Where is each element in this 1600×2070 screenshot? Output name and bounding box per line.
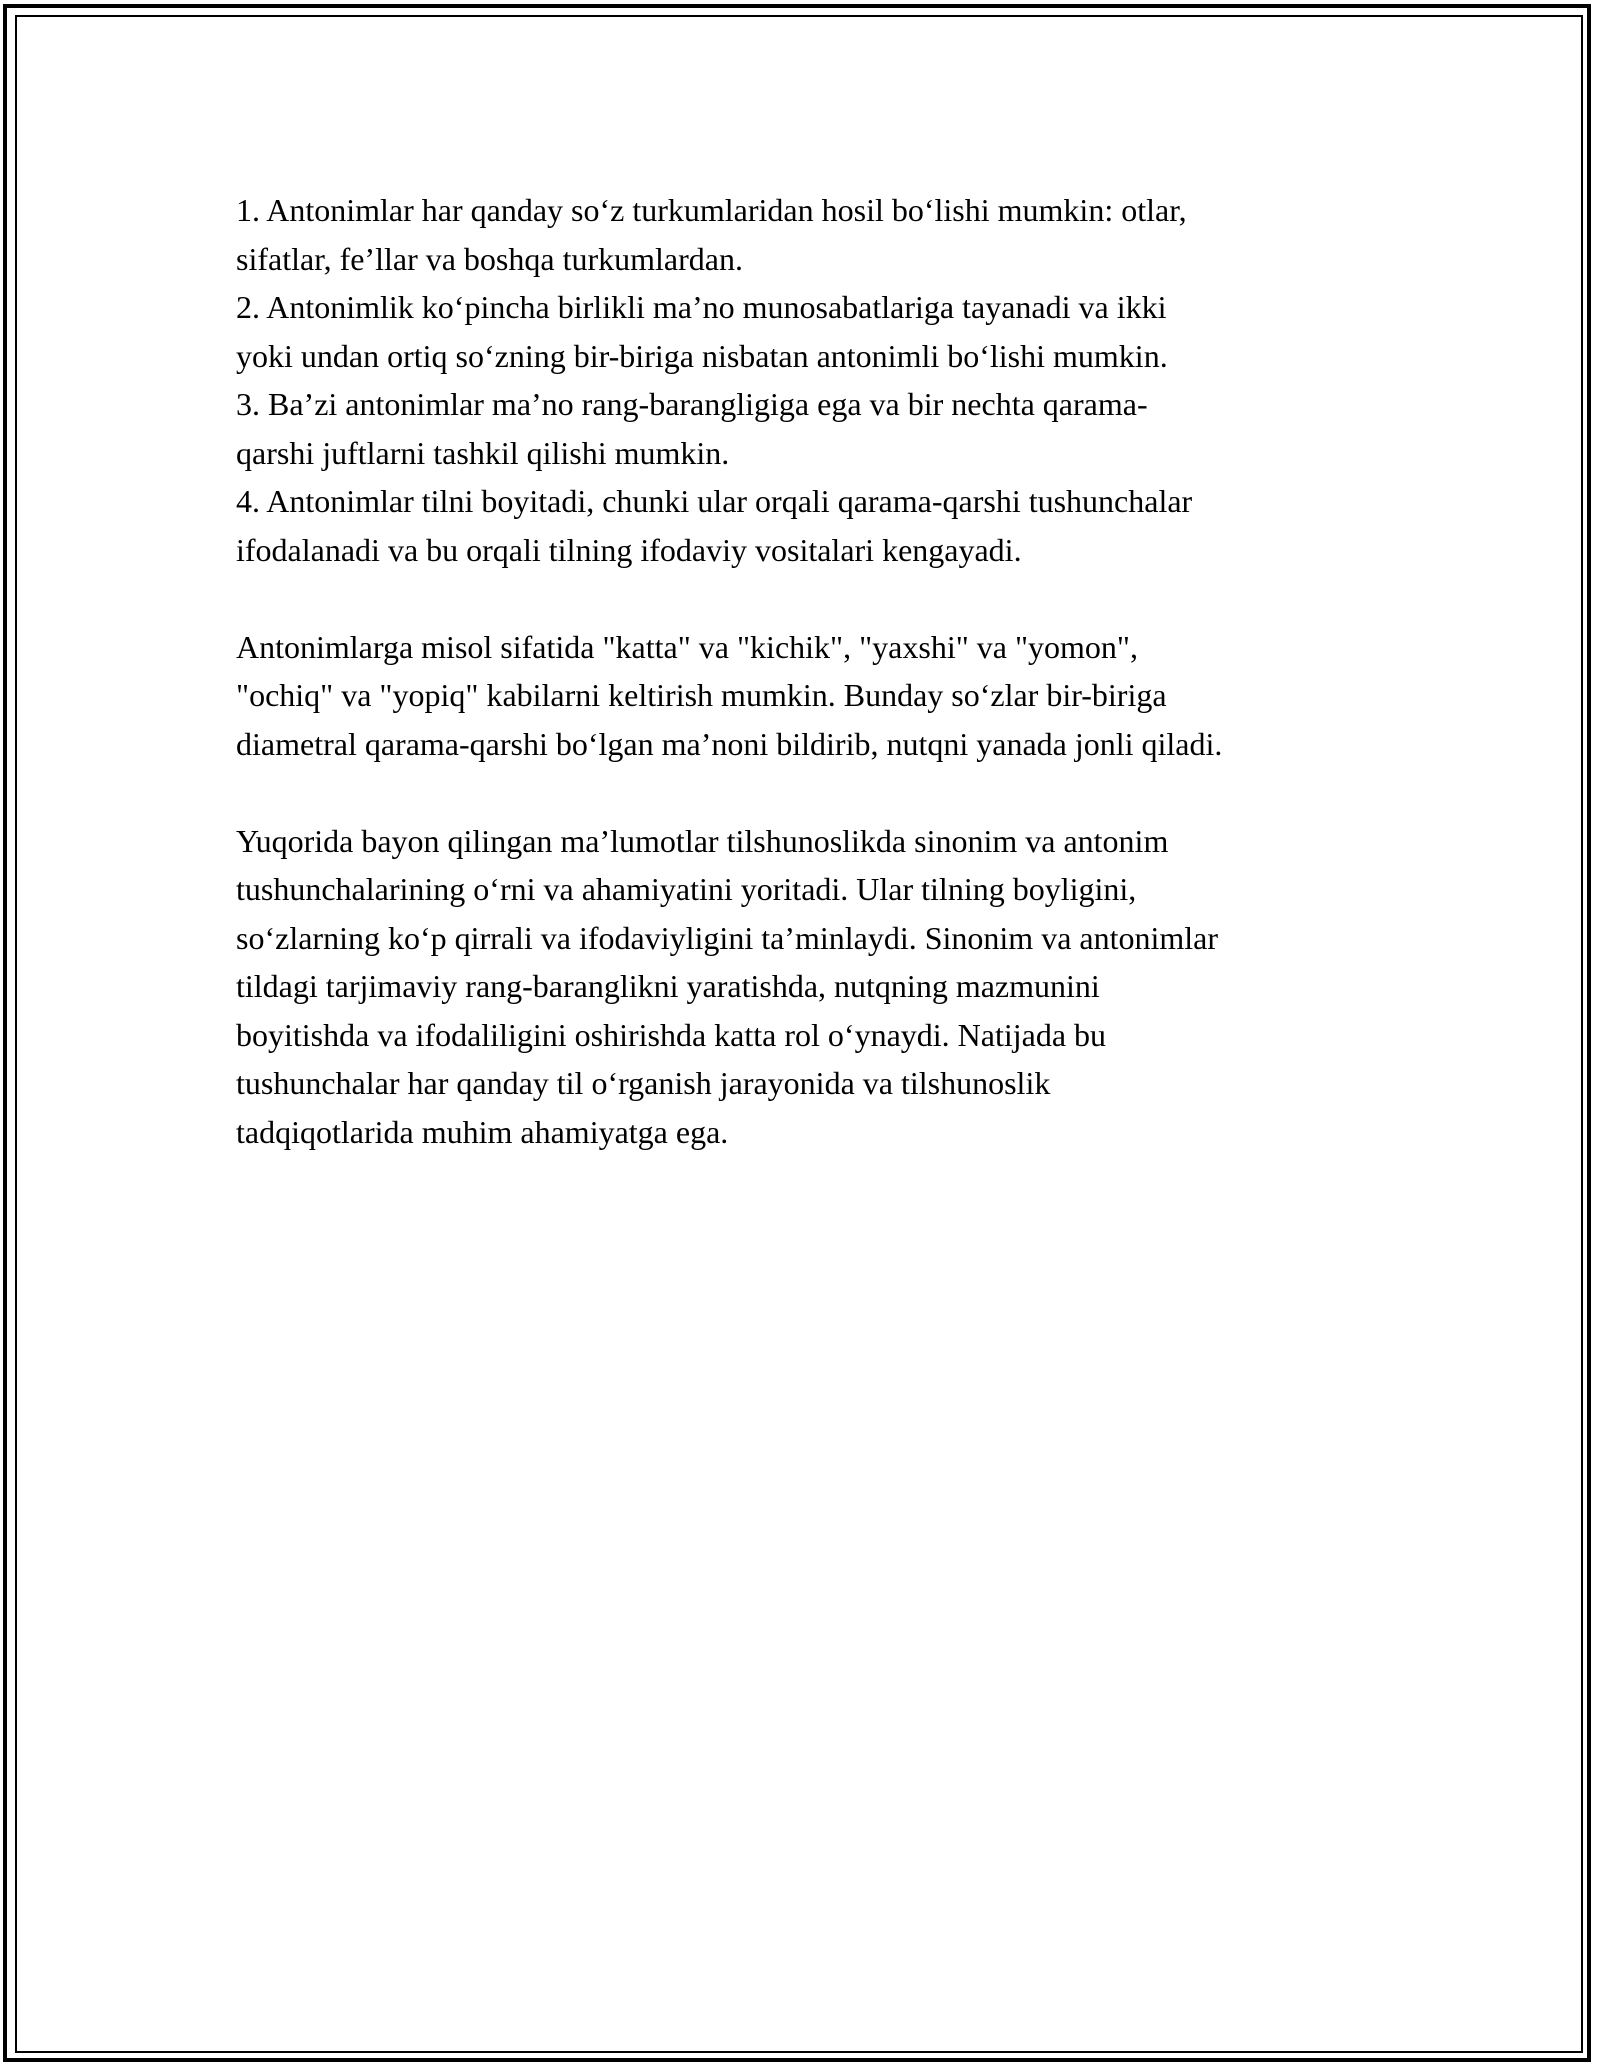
paragraph-line: tadqiqotlarida muhim ahamiyatga ega. (236, 1113, 729, 1150)
numbered-list (236, 186, 1396, 574)
conclusion-paragraph (236, 817, 1396, 1157)
paragraph-gap (236, 768, 1396, 817)
paragraph-line: diametral qarama-qarshi bo‘lgan ma’noni bildirib, nutqni yanada jonli qiladi. (236, 725, 1223, 762)
list-line: sifatlar, fe’llar va boshqa turkumlardan. (236, 240, 743, 277)
paragraph-line: "ochiq" va "yopiq" kabilarni keltirish mumkin. Bunday so‘zlar bir-biriga (236, 677, 1167, 713)
list-line: 1. Antonimlar har qanday so‘z turkumlaridan hosil bo‘lishi mumkin: otlar, (236, 192, 1187, 228)
paragraph-line: Yuqorida bayon qilingan ma’lumotlar tilshunoslikda sinonim va antonim (236, 822, 1169, 859)
paragraph-line: tushunchalarining o‘rni va ahamiyatini yoritadi. Ular tilning boyligini, (236, 871, 1137, 907)
paragraph-line: so‘zlarning ko‘p qirrali va ifodaviyligini ta’minlaydi. Sinonim va antonimlar (236, 919, 1219, 956)
examples-paragraph (236, 623, 1396, 769)
document-body (236, 186, 1396, 1156)
list-line: 4. Antonimlar tilni boyitadi, chunki ular orqali qarama-qarshi tushunchalar (236, 483, 1193, 519)
paragraph-line: tushunchalar har qanday til o‘rganish jarayonida va tilshunoslik (236, 1065, 1051, 1101)
list-line: qarshi juftlarni tashkil qilishi mumkin. (236, 434, 730, 471)
paragraph-line: boyitishda va ifodaliligini oshirishda katta rol o‘ynaydi. Natijada bu (236, 1016, 1107, 1053)
paragraph-line: tildagi tarjimaviy rang-baranglikni yaratishda, nutqning mazmunini (236, 968, 1100, 1004)
list-line: 2. Antonimlik ko‘pincha birlikli ma’no munosabatlariga tayanadi va ikki (236, 289, 1167, 325)
list-line: ifodalanadi va bu orqali tilning ifodaviy vositalari kengayadi. (236, 531, 1022, 568)
paragraph-line: Antonimlarga misol sifatida "katta" va "kichik", "yaxshi" va "yomon", (236, 628, 1138, 665)
list-line: 3. Ba’zi antonimlar ma’no rang-barangligiga ega va bir nechta qarama- (236, 386, 1148, 422)
paragraph-gap (236, 574, 1396, 623)
list-line: yoki undan ortiq so‘zning bir-biriga nisbatan antonimli bo‘lishi mumkin. (236, 337, 1168, 374)
